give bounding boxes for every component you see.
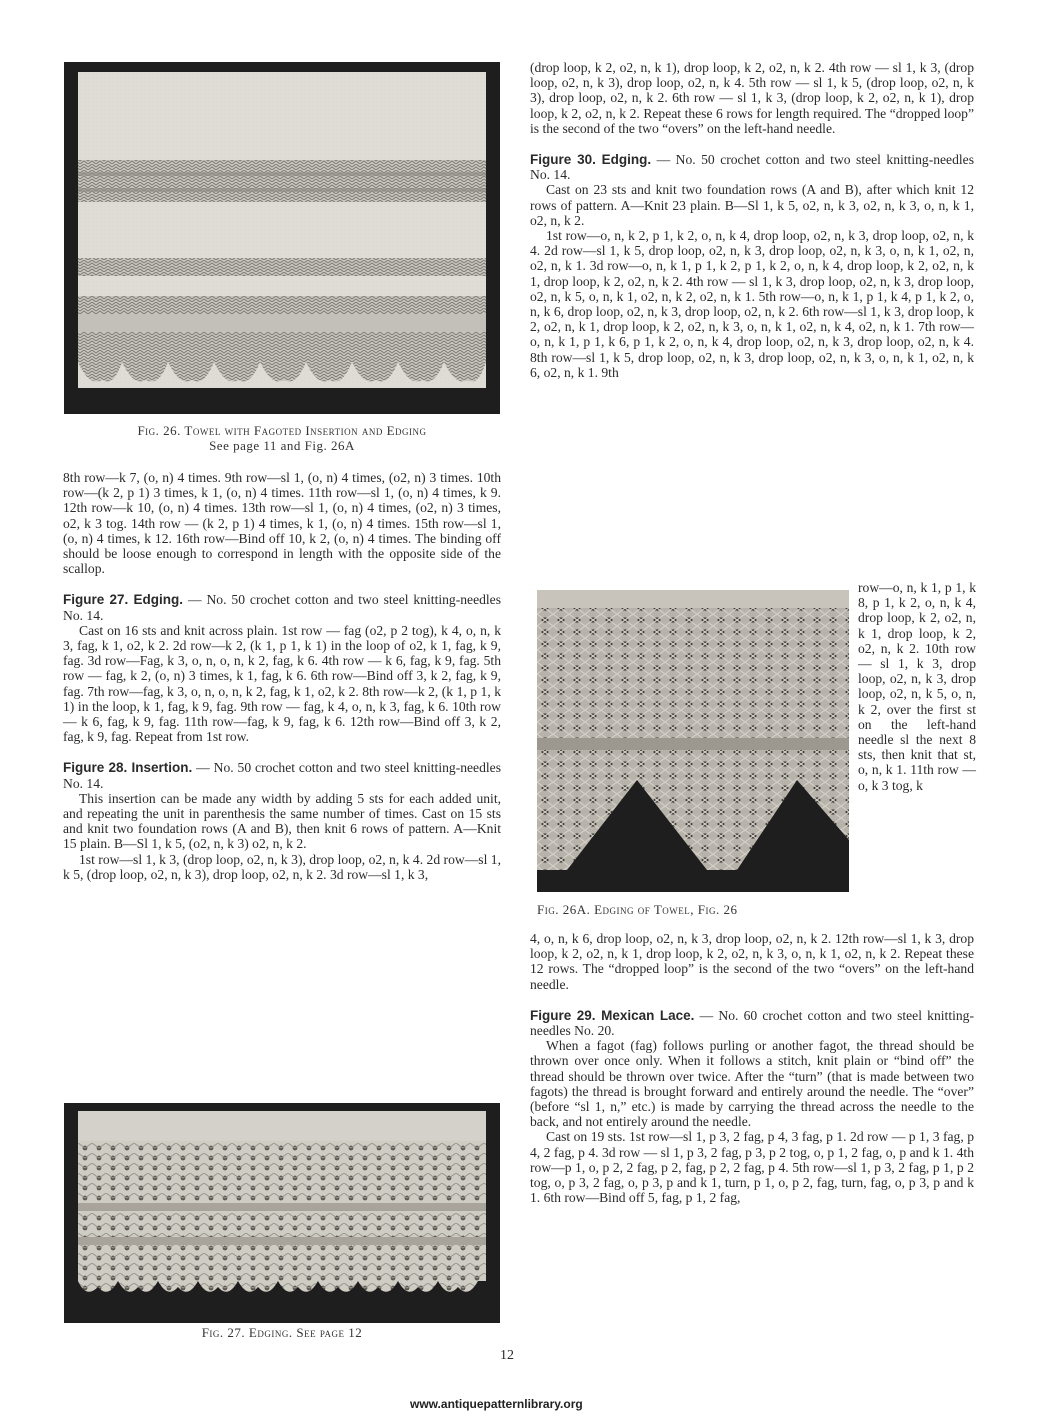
fig30-heading: Figure 30. Edging.: [530, 152, 652, 168]
left-text-upper: [63, 470, 501, 882]
fig26-caption-line2: See page 11 and Fig. 26A: [209, 438, 355, 453]
fig27-intro: — No. 50 crochet cotton and two steel knitting-needles No. 14.: [63, 592, 502, 623]
fig27-caption: Fig. 27. Edging. See page 12: [201, 1325, 363, 1340]
fig26-caption-line1: Fig. 26. Towel with Fagoted Insertion and Edging: [137, 423, 427, 438]
fig30-wrap-text: row—o, n, k 1, p 1, k 8, p 1, k 2, o, n, k 4, drop loop, k 2, o2, n, k 1, drop loop, k 2, o2, n, k 2. 10th row — sl 1, k 3, drop loop, o2, n, k 3, drop loop, o2, n, k 5, o, n, k 2, over the first st on the left-hand needle sl the next 8 sts, then knit that st, o, n, k 1. 11th row — o, k 3 tog, k: [858, 580, 976, 793]
fig27-paragraph: [63, 592, 501, 622]
fig29-body-1: When a fagot (fag) follows purling or another fagot, the thread should be thrown over once only. When it follows a stitch, knit plain or “bind off” the thread should be thrown over twice. After the “turn” (that is made between two fagots) the thread is brought forward and entirely around the needle. The “over” (before “sl 1, n,” etc.) is made by carrying the thread across the needle to the back, and not entirely around the needle.: [530, 1038, 974, 1130]
fig26a-caption: Fig. 26A. Edging of Towel, Fig. 26: [537, 902, 738, 917]
footer-url[interactable]: www.antiquepatternlibrary.org: [410, 1397, 583, 1411]
fig28-continued-text: (drop loop, k 2, o2, n, k 1), drop loop, k 2, o2, n, k 2. 4th row — sl 1, k 3, (drop loop, o2, n, k 3), drop loop, o2, n, k 4. 5th row — sl 1, k 5, (drop loop, o2, n, k 3), drop loop, o2, n, k 2. 6th row — sl 1, k 3, (drop loop, k 2, o2, n, k 1), drop loop, k 2, o2, n, k 2. Repeat these 6 rows for length required. The “dropped loop” is the second of the two “overs” on the left-hand needle.: [530, 60, 974, 136]
fig28-paragraph: [63, 760, 501, 790]
fig28-body-1: This insertion can be made any width by adding 5 sts for each added unit, and repeating the unit in parenthesis the same number of times. Cast on 15 sts and knit two foundation rows (A and B), then knit 6 rows of pattern. A—Knit 15 plain. B—Sl 1, k 5, (o2, n, k 3) o2, n, k 2.: [63, 790, 501, 852]
fig28-body-2: 1st row—sl 1, k 3, (drop loop, o2, n, k 3), drop loop, o2, n, k 4. 2d row—sl 1, k 5, (drop loop, o2, n, k 3), drop loop, o2, n, k 2. 3d row—sl 1, k 3,: [63, 851, 501, 882]
right-text-lower: [530, 931, 974, 1205]
fig26-caption: [58, 423, 506, 453]
fig30-after-text: 4, o, n, k 6, drop loop, o2, n, k 3, drop loop, o2, n, k 2. 12th row—sl 1, k 3, drop loop, k 2, o2, n, k 1, drop loop, k 2, o2, n, k 3, o, n, k 1, o2, n, k 2. Repeat these 12 rows. The “dropped loop” is the second of the two “overs” on the left-hand needle.: [530, 931, 974, 992]
fig28-heading: Figure 28. Insertion.: [63, 760, 193, 776]
right-text-upper: [530, 60, 974, 380]
fig27-photo: [64, 1103, 500, 1323]
fig29-paragraph: [530, 1008, 974, 1038]
fig27-heading: Figure 27. Edging.: [63, 592, 184, 608]
fig26a-photo: [537, 590, 849, 892]
fig26-continued-text: 8th row—k 7, (o, n) 4 times. 9th row—sl 1, (o, n) 4 times, (o2, n) 3 times. 10th row—(k 2, p 1) 3 times, k 1, (o, n) 4 times. 11th row—sl 1, (o, n) 4 times, k 9. 12th row—k 10, (o, n) 4 times. 13th row—sl 1, (o, n) 4 times, (o2, n) 3 times, o2, k 3 tog. 14th row — (k 2, p 1) 4 times, k 1, (o, n) 4 times. 15th row—sl 1, (o, n) 4 times, k 12. 16th row—Bind off 10, k 2, (o, n) 4 times. The binding off should be loose enough to correspond in length with the opposite side of the scallop.: [63, 470, 501, 577]
fig29-intro: — No. 60 crochet cotton and two steel knitting-needles No. 20.: [530, 1007, 974, 1039]
fig30-body-2: 1st row—o, n, k 2, p 1, k 2, o, n, k 4, drop loop, o2, n, k 3, drop loop, o2, n, k 4. 2d row—sl 1, k 5, drop loop, o2, n, k 3, drop loop, o2, n, k 3, o, n, k 1, o2, n, o2, n, k 1. 3d row—o, n, k 1, p 1, k 2, p 1, k 2, o, n, k 4, drop loop, k 2, o2, n, k 1, drop loop, k 2, o2, n, k 2. 4th row — sl 1, k 3, drop loop, o2, n, k 3, drop loop, o2, n, k 5, o, n, k 1, o2, n, k 2, o2, n, k 1. 5th row—o, n, k 1, p 1, k 4, p 1, k 2, o, n, k 6, drop loop, o2, n, k 3, drop loop, o2, n, k 2. 6th row—sl 1, k 3, drop loop, k 2, o2, n, k 1, drop loop, k 2, o2, n, k 3, o, n, k 1, o2, n, k 4, o2, n, k 1. 7th row—o, n, k 1, p 1, k 6, p 1, k 2, o, n, k 4, drop loop, o2, n, k 3, drop loop, o2, n, k 4. 8th row—sl 1, k 5, drop loop, o2, n, k 3, drop loop, o2, n, k 3, o, n, k 1, o2, n, k 6, o2, n, k 1. 9th: [530, 228, 974, 380]
fig30-body-1: Cast on 23 sts and knit two foundation rows (A and B), after which knit 12 rows of pattern. A—Knit 23 plain. B—Sl 1, k 5, o2, n, k 3, o2, n, k 3, o, n, k 1, o2, n, k 2.: [530, 182, 974, 228]
fig28-intro: — No. 50 crochet cotton and two steel knitting-needles No. 14.: [63, 760, 501, 791]
fig29-heading: Figure 29. Mexican Lace.: [530, 1007, 695, 1023]
fig27-body: Cast on 16 sts and knit across plain. 1st row — fag (o2, p 2 tog), k 4, o, n, k 3, fag, k 1, o2, k 2. 2d row—k 2, (k 1, p 1, k 1) in the loop of o2, k 1, fag, k 9, fag. 3d row—Fag, k 3, o, n, o, n, k 2, fag, k 6. 4th row — k 6, fag, k 9, fag. 5th row — fag, k 2, (o, n) 3 times, k 1, fag, k 6. 6th row—Bind off 3, k 2, fag, k 9, fag. 7th row—fag, k 3, o, n, o, n, k 2, fag, k 1, o2, k 2. 8th row—k 2, (k 1, p 1, k 1) in the loop, k 1, fag, k 9, fag. 9th row — fag, k 4, o, n, k 3, fag, k 6. 10th row — k 6, fag, k 9, fag. 11th row—fag, k 9, fag, k 6. 12th row—Bind off 3, k 2, fag, k 9, fag. Repeat from 1st row.: [63, 622, 501, 745]
fig30-paragraph: [530, 152, 974, 182]
fig30-intro: — No. 50 crochet cotton and two steel knitting-needles No. 14.: [530, 152, 974, 183]
page-number: 12: [500, 1348, 514, 1363]
fig26-photo: [64, 62, 500, 414]
fig29-body-2: Cast on 19 sts. 1st row—sl 1, p 3, 2 fag, p 4, 3 fag, p 1. 2d row — p 1, 3 fag, p 4, 2 fag, p 4. 3d row — sl 1, p 3, 2 fag, p 3, p 2 tog, o, p 1, 2 fag, o, p and k 1. 4th row—p 1, o, p 2, 2 fag, p 2, fag, p 2, 2 fag, p 4. 5th row—sl 1, p 3, 2 fag, p 1, p 2 tog, o, p 3, 2 fag, o, p 3, p and k 1, turn, p 1, o, p 2, fag, turn, fag, o, p 3, p and k 1. 6th row—Bind off 5, fag, p 1, 2 fag,: [530, 1129, 974, 1206]
